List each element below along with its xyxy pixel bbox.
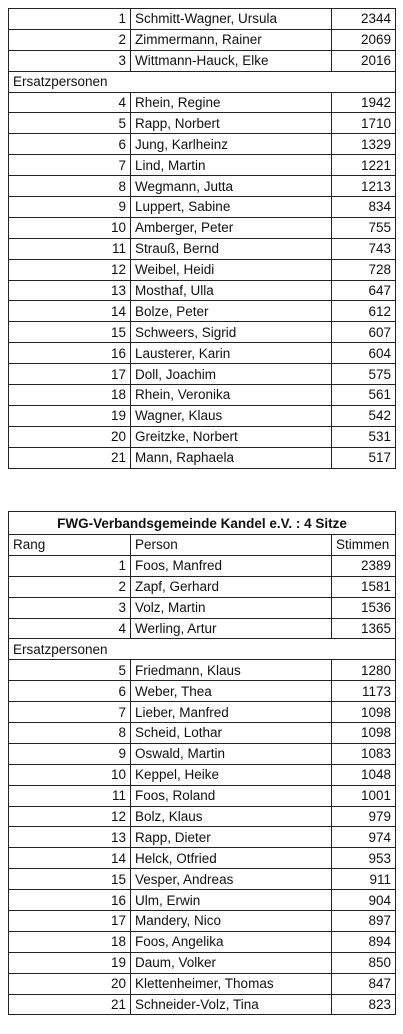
person-cell: Zapf, Gerhard: [131, 576, 332, 597]
rank-cell: 4: [9, 618, 131, 639]
person-cell: Ulm, Erwin: [131, 890, 332, 911]
table-row: [9, 343, 396, 364]
table-title-row: [9, 512, 396, 556]
votes-cell: 1098: [332, 702, 396, 723]
votes-cell: 728: [332, 259, 396, 280]
rank-cell: 5: [9, 113, 131, 134]
votes-cell: 517: [332, 447, 396, 468]
rank-cell: 6: [9, 681, 131, 702]
rank-cell: 13: [9, 827, 131, 848]
table-row: [9, 994, 396, 1015]
table-row: [9, 217, 396, 238]
table-row: [9, 155, 396, 176]
table-row: [9, 405, 396, 426]
section-row: [9, 71, 396, 92]
votes-cell: 897: [332, 911, 396, 932]
rank-cell: 9: [9, 743, 131, 764]
person-cell: Friedmann, Klaus: [131, 660, 332, 681]
person-cell: Foos, Angelika: [131, 931, 332, 952]
rank-cell: 12: [9, 259, 131, 280]
section-label: Ersatzpersonen: [9, 639, 396, 660]
person-cell: Mann, Raphaela: [131, 447, 332, 468]
table-row: [9, 597, 396, 618]
person-cell: Weber, Thea: [131, 681, 332, 702]
table-row: [9, 869, 396, 890]
person-cell: Werling, Artur: [131, 618, 332, 639]
person-cell: Bolze, Peter: [131, 301, 332, 322]
person-cell: Wagner, Klaus: [131, 405, 332, 426]
table-row: [9, 911, 396, 932]
votes-cell: 607: [332, 322, 396, 343]
substitute-rows: [9, 660, 396, 1015]
table-row: [9, 723, 396, 744]
rank-cell: 17: [9, 911, 131, 932]
votes-cell: 1710: [332, 113, 396, 134]
table-row: [9, 176, 396, 197]
table-row: [9, 660, 396, 681]
votes-cell: 1213: [332, 176, 396, 197]
person-cell: Doll, Joachim: [131, 364, 332, 385]
table-row: [9, 555, 396, 576]
rank-cell: 14: [9, 301, 131, 322]
votes-cell: 834: [332, 197, 396, 218]
table-row: [9, 447, 396, 468]
person-cell: Volz, Martin: [131, 597, 332, 618]
table-row: [9, 890, 396, 911]
elected-rows: [9, 9, 396, 72]
votes-cell: 2344: [332, 9, 396, 30]
rank-cell: 2: [9, 29, 131, 50]
votes-cell: 1098: [332, 723, 396, 744]
person-cell: Lind, Martin: [131, 155, 332, 176]
rank-cell: 11: [9, 238, 131, 259]
votes-cell: 1536: [332, 597, 396, 618]
table-title: FWG-Verbandsgemeinde Kandel e.V. : 4 Sitze: [9, 512, 396, 535]
rank-cell: 7: [9, 702, 131, 723]
table-row: [9, 9, 396, 30]
table-row: [9, 806, 396, 827]
table-row: [9, 134, 396, 155]
rank-cell: 21: [9, 447, 131, 468]
votes-cell: 1581: [332, 576, 396, 597]
person-cell: Mandery, Nico: [131, 911, 332, 932]
rank-cell: 5: [9, 660, 131, 681]
header-person: Person: [131, 535, 332, 556]
rank-cell: 20: [9, 426, 131, 447]
votes-cell: 2389: [332, 555, 396, 576]
person-cell: Schneider-Volz, Tina: [131, 994, 332, 1015]
votes-cell: 1048: [332, 764, 396, 785]
person-cell: Weibel, Heidi: [131, 259, 332, 280]
header-rank: Rang: [9, 535, 131, 556]
person-cell: Rhein, Veronika: [131, 385, 332, 406]
person-cell: Vesper, Andreas: [131, 869, 332, 890]
votes-cell: 1221: [332, 155, 396, 176]
votes-cell: 612: [332, 301, 396, 322]
votes-cell: 1280: [332, 660, 396, 681]
table-row: [9, 785, 396, 806]
table-row: [9, 197, 396, 218]
votes-cell: 604: [332, 343, 396, 364]
person-cell: Bolz, Klaus: [131, 806, 332, 827]
person-cell: Rapp, Norbert: [131, 113, 332, 134]
candidate-table-2: [8, 511, 396, 1015]
votes-cell: 743: [332, 238, 396, 259]
header-votes: Stimmen: [332, 535, 396, 556]
table-row: [9, 743, 396, 764]
votes-cell: 979: [332, 806, 396, 827]
rank-cell: 12: [9, 806, 131, 827]
person-cell: Helck, Otfried: [131, 848, 332, 869]
rank-cell: 21: [9, 994, 131, 1015]
rank-cell: 1: [9, 555, 131, 576]
table-row: [9, 238, 396, 259]
table-row: [9, 618, 396, 639]
person-cell: Daum, Volker: [131, 952, 332, 973]
rank-cell: 8: [9, 176, 131, 197]
person-cell: Mosthaf, Ulla: [131, 280, 332, 301]
rank-cell: 2: [9, 576, 131, 597]
votes-cell: 850: [332, 952, 396, 973]
rank-cell: 19: [9, 952, 131, 973]
table-row: [9, 92, 396, 113]
table-row: [9, 952, 396, 973]
votes-cell: 531: [332, 426, 396, 447]
table-row: [9, 764, 396, 785]
rank-cell: 16: [9, 890, 131, 911]
votes-cell: 847: [332, 973, 396, 994]
rank-cell: 1: [9, 9, 131, 30]
votes-cell: 575: [332, 364, 396, 385]
votes-cell: 647: [332, 280, 396, 301]
section-label: Ersatzpersonen: [9, 71, 396, 92]
person-cell: Lieber, Manfred: [131, 702, 332, 723]
person-cell: Foos, Roland: [131, 785, 332, 806]
section-row: [9, 639, 396, 660]
table-row: [9, 385, 396, 406]
votes-cell: 1173: [332, 681, 396, 702]
votes-cell: 894: [332, 931, 396, 952]
rank-cell: 18: [9, 931, 131, 952]
rank-cell: 3: [9, 597, 131, 618]
rank-cell: 8: [9, 723, 131, 744]
votes-cell: 953: [332, 848, 396, 869]
person-cell: Rapp, Dieter: [131, 827, 332, 848]
votes-cell: 755: [332, 217, 396, 238]
votes-cell: 911: [332, 869, 396, 890]
person-cell: Strauß, Bernd: [131, 238, 332, 259]
rank-cell: 17: [9, 364, 131, 385]
rank-cell: 3: [9, 50, 131, 71]
votes-cell: 1001: [332, 785, 396, 806]
votes-cell: 1942: [332, 92, 396, 113]
rank-cell: 10: [9, 764, 131, 785]
person-cell: Wittmann-Hauck, Elke: [131, 50, 332, 71]
person-cell: Oswald, Martin: [131, 743, 332, 764]
rank-cell: 9: [9, 197, 131, 218]
table-row: [9, 973, 396, 994]
rank-cell: 10: [9, 217, 131, 238]
person-cell: Lausterer, Karin: [131, 343, 332, 364]
rank-cell: 4: [9, 92, 131, 113]
table-row: [9, 364, 396, 385]
table-row: [9, 322, 396, 343]
votes-cell: 561: [332, 385, 396, 406]
table-row: [9, 681, 396, 702]
table-row: [9, 280, 396, 301]
person-cell: Keppel, Heike: [131, 764, 332, 785]
rank-cell: 20: [9, 973, 131, 994]
votes-cell: 823: [332, 994, 396, 1015]
votes-cell: 1083: [332, 743, 396, 764]
person-cell: Scheid, Lothar: [131, 723, 332, 744]
person-cell: Greitzke, Norbert: [131, 426, 332, 447]
rank-cell: 13: [9, 280, 131, 301]
rank-cell: 14: [9, 848, 131, 869]
table-row: [9, 827, 396, 848]
table-row: [9, 113, 396, 134]
table-row: [9, 931, 396, 952]
rank-cell: 15: [9, 322, 131, 343]
rank-cell: 19: [9, 405, 131, 426]
rank-cell: 11: [9, 785, 131, 806]
votes-cell: 974: [332, 827, 396, 848]
table-row: [9, 29, 396, 50]
table-row: [9, 426, 396, 447]
table-row: [9, 702, 396, 723]
elected-rows: [9, 555, 396, 639]
table-row: [9, 576, 396, 597]
table-row: [9, 301, 396, 322]
table-row: [9, 848, 396, 869]
person-cell: Zimmermann, Rainer: [131, 29, 332, 50]
votes-cell: 2069: [332, 29, 396, 50]
rank-cell: 15: [9, 869, 131, 890]
votes-cell: 2016: [332, 50, 396, 71]
candidate-table-1: [8, 8, 396, 469]
person-cell: Amberger, Peter: [131, 217, 332, 238]
rank-cell: 16: [9, 343, 131, 364]
votes-cell: 542: [332, 405, 396, 426]
person-cell: Schweers, Sigrid: [131, 322, 332, 343]
votes-cell: 904: [332, 890, 396, 911]
votes-cell: 1365: [332, 618, 396, 639]
votes-cell: 1329: [332, 134, 396, 155]
rank-cell: 6: [9, 134, 131, 155]
person-cell: Luppert, Sabine: [131, 197, 332, 218]
table-row: [9, 50, 396, 71]
person-cell: Schmitt-Wagner, Ursula: [131, 9, 332, 30]
table-row: [9, 259, 396, 280]
person-cell: Rhein, Regine: [131, 92, 332, 113]
person-cell: Klettenheimer, Thomas: [131, 973, 332, 994]
substitute-rows: [9, 92, 396, 468]
person-cell: Jung, Karlheinz: [131, 134, 332, 155]
person-cell: Foos, Manfred: [131, 555, 332, 576]
person-cell: Wegmann, Jutta: [131, 176, 332, 197]
rank-cell: 7: [9, 155, 131, 176]
rank-cell: 18: [9, 385, 131, 406]
